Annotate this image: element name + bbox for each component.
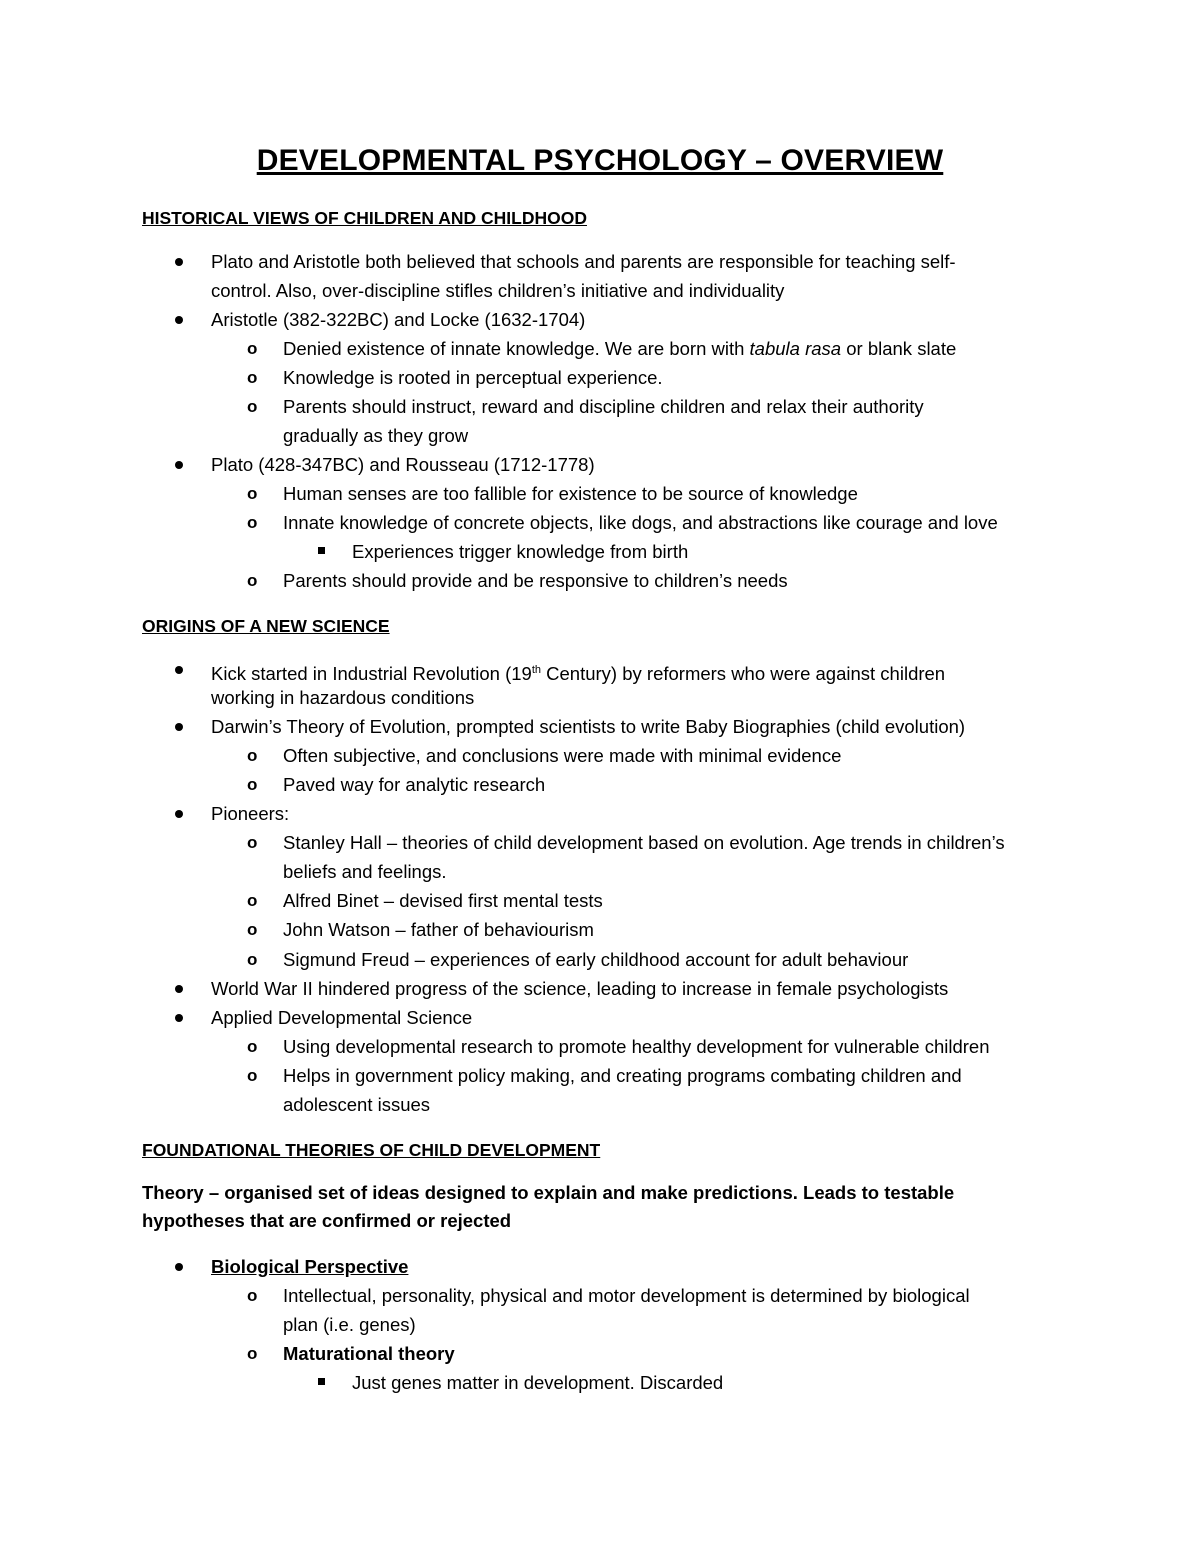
bullet-marker [175,1014,183,1022]
sub-bullet-marker: o [247,1286,258,1305]
bullet-marker [175,461,183,469]
sub-list-item: Intellectual, personality, physical and motor development is determined by biological [283,1285,970,1306]
section-heading-foundational: FOUNDATIONAL THEORIES OF CHILD DEVELOPMENT [142,1140,601,1160]
sub-bullet-marker: o [247,775,258,794]
list-item: Aristotle (382-322BC) and Locke (1632-1704) [211,309,586,330]
page-title: DEVELOPMENTAL PSYCHOLOGY – OVERVIEW [256,144,944,177]
sub-list-item: Stanley Hall – theories of child development based on evolution. Age trends in children’s [283,832,1005,853]
sub-bullet-marker: o [247,891,258,910]
list-item-continued: working in hazardous conditions [211,687,475,708]
list-item-continued: control. Also, over-discipline stifles children’s initiative and individuality [211,280,785,301]
sub-list-item: Paved way for analytic research [283,774,546,795]
sub-bullet-marker: o [247,1344,258,1363]
sub-bullet-marker: o [247,339,258,358]
sub-list-item: Human senses are too fallible for existence to be source of knowledge [283,483,858,504]
theory-definition: Theory – organised set of ideas designed to explain and make predictions. Leads to testable [142,1182,955,1203]
sub-bullet-marker: o [247,746,258,765]
bullet-marker [175,985,183,993]
sub-bullet-marker: o [247,833,258,852]
list-item: Plato (428-347BC) and Rousseau (1712-1778) [211,454,595,475]
list-item [211,658,945,686]
bullet-marker [175,666,183,674]
list-item: World War II hindered progress of the science, leading to increase in female psychologists [211,978,949,999]
sub-bullet-marker: o [247,950,258,969]
text-segment: Denied existence of innate knowledge. We are born with [283,338,750,359]
list-item: Applied Developmental Science [211,1007,473,1028]
sub-list-item: John Watson – father of behaviourism [283,919,594,940]
sub-bullet-marker: o [247,1066,258,1085]
sub-list-item: Alfred Binet – devised first mental tests [283,890,603,911]
text-segment: or blank slate [841,338,957,359]
sub-bullet-marker: o [247,484,258,503]
sub-bullet-marker: o [247,368,258,387]
sub-list-item: Innate knowledge of concrete objects, like dogs, and abstractions like courage and love [283,512,998,533]
section-heading-historical: HISTORICAL VIEWS OF CHILDREN AND CHILDHOOD [142,208,587,228]
sub-list-item: Knowledge is rooted in perceptual experience. [283,367,663,388]
square-bullet-marker [318,547,325,554]
list-item-heading: Biological Perspective [211,1256,409,1277]
sub-bullet-marker: o [247,513,258,532]
sub-bullet-marker: o [247,571,258,590]
sub-sub-list-item: Just genes matter in development. Discarded [352,1372,724,1393]
list-item: Darwin’s Theory of Evolution, prompted scientists to write Baby Biographies (child evolution) [211,716,966,737]
sub-list-item: Parents should provide and be responsive to children’s needs [283,570,788,591]
sub-list-item-continued: plan (i.e. genes) [283,1314,416,1335]
list-item: Pioneers: [211,803,290,824]
sub-list-item: Often subjective, and conclusions were made with minimal evidence [283,745,842,766]
sub-list-item [283,337,956,361]
sub-bullet-marker: o [247,1037,258,1056]
italic-term: tabula rasa [749,338,842,359]
sub-bullet-marker: o [247,397,258,416]
sub-list-item-continued: gradually as they grow [283,425,469,446]
bullet-marker [175,723,183,731]
sub-list-item-continued: adolescent issues [283,1094,431,1115]
sub-list-item: Sigmund Freud – experiences of early childhood account for adult behaviour [283,949,909,970]
sub-list-item-heading: Maturational theory [283,1343,455,1364]
superscript: th [531,664,542,676]
text-segment: Century) by reformers who were against children [541,663,946,685]
sub-list-item: Using developmental research to promote healthy development for vulnerable children [283,1036,990,1057]
bullet-marker [175,316,183,324]
bullet-marker [175,258,183,266]
sub-list-item: Parents should instruct, reward and discipline children and relax their authority [283,396,924,417]
section-heading-origins: ORIGINS OF A NEW SCIENCE [142,616,390,636]
sub-list-item-continued: beliefs and feelings. [283,861,447,882]
sub-bullet-marker: o [247,920,258,939]
square-bullet-marker [318,1378,325,1385]
sub-list-item: Helps in government policy making, and creating programs combating children and [283,1065,962,1086]
text-segment: Kick started in Industrial Revolution (19 [211,663,532,685]
sub-sub-list-item: Experiences trigger knowledge from birth [352,541,689,562]
bullet-marker [175,1263,183,1271]
bullet-marker [175,810,183,818]
theory-definition-continued: hypotheses that are confirmed or rejected [142,1210,512,1231]
list-item: Plato and Aristotle both believed that schools and parents are responsible for teaching self- [211,251,956,272]
